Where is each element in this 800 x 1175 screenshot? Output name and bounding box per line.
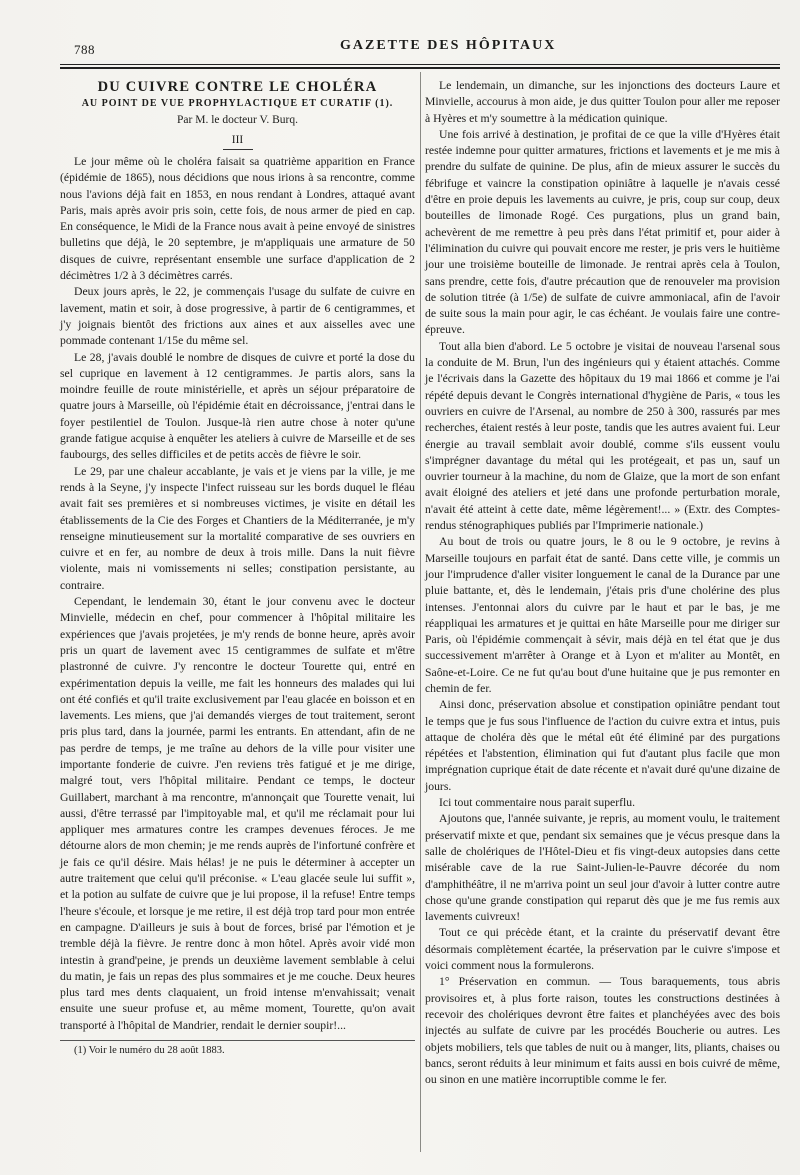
paragraph: 1° Préservation en commun. — Tous baraquements, tous abris provisoires et, à plus forte raison, toutes les constructions destinées à recevoir des cholériques devront être faites et planchéyées avec des bois injectés au sulfate de cuivre par les procédés Boucherie ou autres. Les objets mobiliers, tels que tables de nuit ou à manger, lits, pliants, chaises ou bancs, seront réduits à leur minimum et faits aussi en bois cuivré de même, ou sinon en une matière incorruptible comme le fer. [425,975,780,1087]
paragraph: Cependant, le lendemain 30, étant le jour convenu avec le docteur Minvielle, médecin en chef, pour commencer à l'hôpital militaire les expériences que j'avais projetées, je m'y rends de bonne heure, après avoir pris un quart de lavement avec 15 centigrammes de sulfate et m'être plastronné de cuivre. J'y rencontre le docteur Tourette qui, entré en expérimentation depuis la veille, me fait les honneurs des malades qui lui ont été confiés et qu'il traite exclusivement par l'eau glacée en boisson et en lavements. Les miens, que j'ai demandés vierges de tout traitement, seront pris plus tard, dans la journée, parmi les entrants. En attendant, afin de ne pas perdre de temps, je me traîne au dehors de la ville pour visiter une importante fonderie de cuivre. J'en reviens très fatigué et je me dirige, malgré tout, vers l'hôpital militaire. Pendant ce temps, le docteur Guillabert, marchant à ma rencontre, m'annonçait que Tourette venait, lui aussi, d'être terrassé par l'impitoyable mal, et qu'il me réclamait pour lui appliquer mes armatures contre les crampes devenues féroces. Je me détourne alors de mon chemin; je me rends auprès de l'infortuné confrère et je fais ce qu'il désire. Mais hélas! je ne puis le déterminer à accepter un autre traitement que celui qu'il préconise. « L'eau glacée seule lui suffit », et la potion au sulfate de cuivre que je lui propose, il la refuse! Entre temps l'heure s'écoule, et lorsque je me retire, il est déjà trop tard pour mon entrée en campagne. D'ailleurs je suis à bout de forces, brisé par l'émotion et je tremble déjà la fièvre. Je rentre donc à mon hôtel. Après avoir vidé mon intestin à grand'peine, je prends un deuxième lavement semblable à celui du matin, je fais un repas des plus sommaires et je me couche. Deux heures plus tard mes dents claquaient, un froid intense m'envahissait; venait ensuite une sueur profuse et, au même moment, Tourette, qu'on avait transporté à l'hôpital de Mandrier, rendait le dernier soupir!... [60,595,415,1032]
page-number: 788 [74,42,95,57]
header-rule-bottom [60,67,780,69]
paragraph: Tout ce qui précède étant, et la crainte du préservatif devant être désormais complètement écartée, la préservation par le cuivre s'impose et voici comment nous la formulerons. [425,926,780,973]
paragraph: Le jour même où le choléra faisait sa quatrième apparition en France (épidémie de 1865), nous décidions que nous irions à sa rencontre, comme nous l'avions déjà fait en 1853, en nous rendant à Londres, attaqué avant Paris, mais après avoir pris soin, cette fois, de nous armer de pied en cap. En conséquence, le Midi de la France nous avait à peine envoyé de sinistres bulletins que déjà, le 20 septembre, je m'appliquais une armature de 50 disques de cuivre, représentant ensemble une surface d'application de 2 décimètres 1/2 à 3 décimètres carrés. [60,155,415,283]
paragraph: Ajoutons que, l'année suivante, je repris, au moment voulu, le traitement préservatif mixte et que, pendant six semaines que je vécus presque dans la salle de cholériques de l'Hôtel-Dieu et fis vingt-deux autopsies dans cette misérable cave de la rue Saint-Julien-le-Pauvre décorée du nom d'amphithéâtre, il ne m'arriva point un seul jour d'avoir à lutter contre autre chose qu'une grande constipation qui reparut dès que je me fus remis aux lavements cuivreux! [425,812,780,924]
section-rule [223,149,253,150]
paragraph: Au bout de trois ou quatre jours, le 8 ou le 9 octobre, je revins à Marseille toujours en parfait état de santé. Dans cette ville, je commis un jour l'imprudence d'aller visiter longuement le canal de la Durance par une pluie battante, et, dès le lendemain, j'étais pris d'une cholérine des plus intenses. J'entonnai alors du cuivre par le haut et par le bas, je me réappliquai les armatures et je quittai en hâte Marseille pour me diriger sur Paris, où l'épidémie commençait à sévir, mais déjà en tel état que je dus successivement m'arrêter à Orange et à Lyon et m'aliter au Montêt, en Saône-et-Loire. Ce ne fut qu'au bout d'une huitaine que je pus remonter en chemin de fer. [425,535,780,695]
paragraph: Une fois arrivé à destination, je profitai de ce que la ville d'Hyères était restée indemne pour quitter armatures, frictions et lavements et je me mis à prendre du sulfate de quinine. De plus, afin de mieux assurer le succès du fébrifuge et vaincre la constipation opiniâtre à laquelle je n'avais cessé d'être en proie depuis les lavements au cuivre, je pris, coup sur coup, deux bouteilles de limonade Rogé. Ces purgations, plus un grand bain, achevèrent de me remettre à peu près dans l'état primitif et, pour aider à l'élimination du cuivre qui pouvait encore me rester, je pris vers le huitième jour une troisième bouteille de limonade. Je rentrai après cela à Toulon, sans prendre, cette fois, d'autre précaution que de renouveler ma provision de solution titrée (à 1/5e) de sulfate de cuivre ammoniacal, afin de l'avoir de suite sous la main pour agir, le cas échéant. Je voulais faire une contre-épreuve. [425,127,780,337]
paragraph: Tout alla bien d'abord. Le 5 octobre je visitai de nouveau l'arsenal sous la conduite de M. Brun, l'un des ingénieurs qui y étaient attachés. Comme je l'écrivais dans la Gazette des hôpitaux du 19 mai 1866 et comme je l'ai répété depuis devant le Congrès international d'hygiène de Paris, « tous les ouvriers en cuivre de l'Arsenal, au nombre de 250 à 300, rassurés par mes recherches, étaient restés à leur poste, tandis que les autres avaient fui. Leur énergie au travail semblait avoir doublé, comme s'ils eussent voulu s'imprégner davantage du métal qui les protégeait, et pas un, sauf un ouvrier tourneur à la machine, du nom de Glaize, que la mort de son enfant avait éloigné des ateliers et jeté dans une profonde perturbation morale, n'avait été atteint à cette date, même légèrement!... » (Extr. des Comptes-rendus sténographiques publiés par l'Imprimerie nationale.) [425,339,780,533]
footnote: (1) Voir le numéro du 28 août 1883. [74,1045,225,1057]
paragraph: Ici tout commentaire nous parait superflu. [439,796,636,810]
paragraph: Le 29, par une chaleur accablante, je vais et je viens par la ville, je me rends à la Seyne, j'y inspecte l'infect ruisseau sur les bords duquel le fléau avait fait ses premières et si nombreuses victimes, je visite en détail les établissements de la Cie des Forges et Chantiers de la Méditerranée, je m'y renseigne minutieusement sur la mortalité comparative de ses ouvriers en cuivre et en fer, au nombre de deux à trois mille. Dans la nuit fièvre violente, mais ni vomissements ni selles; constipation persistante, au contraire. [60,464,415,592]
article-subtitle: AU POINT DE VUE PROPHYLACTIQUE ET CURATIF (1). [81,98,394,109]
page-header [60,30,780,56]
paragraph: Deux jours après, le 22, je commençais l'usage du sulfate de cuivre en lavement, matin et soir, à dose progressive, à partir de 6 centigrammes, et j'y joignais bientôt des frictions aux aines et aux aisselles avec une pommade contenant 1/15e du même sel. [60,285,415,348]
journal-title: GAZETTE DES HÔPITAUX [340,38,557,53]
right-column [425,78,780,1088]
paragraph: Le lendemain, un dimanche, sur les injonctions des docteurs Laure et Minvielle, accourus à mon aide, je dus quitter Toulon pour aller me reposer à Hyères et m'y soumettre à la médication quinique. [425,79,780,125]
footnote-rule [60,1040,415,1041]
paragraph: Le 28, j'avais doublé le nombre de disques de cuivre et porté la dose du sel cuprique en lavement à 12 centigrammes. Je partis alors, sans la moindre feuille de route ministérielle, et après un séjour préparatoire de quatre jours à Marseille, où l'épidémie était en décroissance, j'entrai dans le foyer pestilentiel de Toulon. Jusque-là rien autre chose à noter qu'une grande fatigue acquise à enquêter les ateliers à cuivre de Marseille et de ses faubourgs, des selles difficiles et de petits accès de fièvre le soir. [60,350,415,462]
column-divider [420,72,421,1152]
left-column [60,78,415,1058]
article-title: DU CUIVRE CONTRE LE CHOLÉRA [97,79,378,95]
paragraph: Ainsi donc, préservation absolue et constipation opiniâtre pendant tout le temps que je fus sous l'influence de l'action du cuivre extra et intus, puis attaque de choléra dès que le métal eût été éliminé par des purgations répétées et l'abstention, élimination qui fut d'autant plus facile que mon imprégnation cuprique était de date récente et n'avait duré qu'une dizaine de jours. [425,698,781,793]
section-number: III [231,134,244,146]
header-rule-top [60,64,780,65]
article-author: Par M. le docteur V. Burq. [177,114,298,126]
